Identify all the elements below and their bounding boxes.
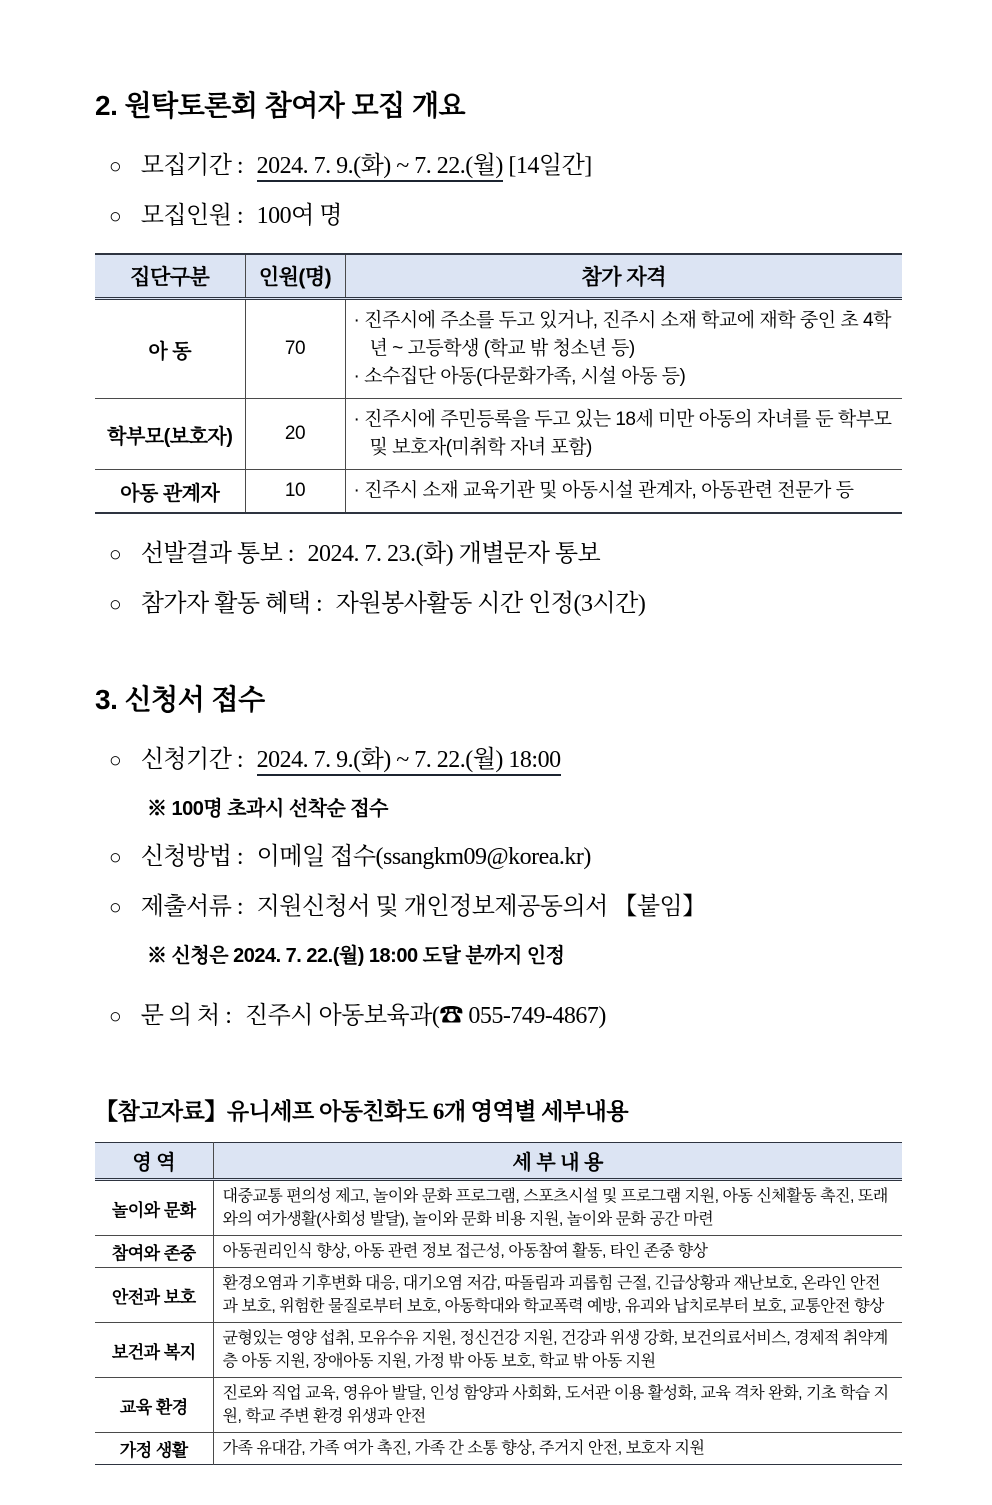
headcount-label: 모집인원 : [140, 203, 244, 229]
group-count: 70 [245, 299, 345, 399]
area-detail: 대중교통 편의성 제고, 놀이와 문화 프로그램, 스포츠시설 및 프로그램 지원, 아동 신체활동 촉진, 또래와의 여가생활(사회성 발달), 놀이와 문화 비용 지원, 놀이와 문화 공간 마련 [213, 1180, 902, 1236]
documents-value: 지원신청서 및 개인정보제공동의서 【붙임】 [256, 894, 706, 920]
apply-method-label: 신청방법 : [140, 844, 244, 870]
apply-note-first-come: ※ 100명 초과시 선착순 접수 [147, 798, 388, 820]
benefit-line [109, 588, 902, 621]
table-row [95, 1236, 902, 1268]
table-row [95, 299, 902, 399]
contact-value: 진주시 아동보육과( [244, 1003, 440, 1029]
reference-table [95, 1142, 902, 1465]
qualification-item: · 진주시에 주소를 두고 있거나, 진주시 소재 학교에 재학 중인 초 4학년 ~ 고등학생 (학교 밖 청소년 등) [354, 307, 895, 363]
area-detail: 환경오염과 기후변화 대응, 대기오염 저감, 따돌림과 괴롭힘 근절, 긴급상황과 재난보호, 온라인 안전과 보호, 위험한 물질로부터 보호, 아동학대와 학교폭력 예방, 유괴와 납치로부터 보호, 교통안전 향상 [213, 1268, 902, 1323]
circle-bullet: ○ [109, 204, 122, 228]
circle-bullet: ○ [109, 895, 122, 919]
group-count: 20 [245, 399, 345, 470]
apply-method-value: 이메일 접수(ssangkm09@korea.kr) [256, 844, 591, 870]
area-name: 가정 생활 [119, 1441, 188, 1460]
area-name: 참여와 존중 [95, 1236, 213, 1268]
qualification-item: · 진주시 소재 교육기관 및 아동시설 관계자, 아동관련 전문가 등 [354, 477, 895, 505]
group-qualifications [345, 299, 902, 399]
documents-label: 제출서류 : [140, 894, 244, 920]
contact-phone-number: 055-749-4867) [462, 1003, 606, 1029]
reference-col-detail: 세 부 내 용 [213, 1143, 902, 1180]
qualification-item: · 소수집단 아동(다문화가족, 시설 아동 등) [354, 363, 895, 391]
area-detail: 가족 유대감, 가족 여가 촉진, 가족 간 소통 향상, 주거지 안전, 보호자 지원 [213, 1433, 902, 1465]
apply-period-line [109, 744, 902, 777]
section3-title: 3. 신청서 접수 [95, 684, 265, 715]
circle-bullet: ○ [109, 592, 122, 616]
recruit-period-label: 모집기간 : [140, 153, 244, 179]
benefit-label: 참가자 활동 혜택 : [140, 591, 323, 617]
apply-method-line [109, 841, 902, 874]
phone-icon: ☎ [439, 1003, 463, 1029]
result-notice-value: 2024. 7. 23.(화) 개별문자 통보 [307, 541, 601, 567]
circle-bullet: ○ [109, 154, 122, 178]
apply-period-label: 신청기간 : [140, 747, 244, 773]
table-row [95, 399, 902, 470]
result-notice-line [109, 538, 902, 571]
reference-title: 【참고자료】유니세프 아동친화도 6개 영역별 세부내용 [95, 1099, 629, 1124]
apply-note-deadline: ※ 신청은 2024. 7. 22.(월) 18:00 도달 분까지 인정 [147, 945, 565, 967]
recruit-table-header-row [95, 254, 902, 299]
circle-bullet: ○ [109, 1004, 122, 1028]
area-detail: 균형있는 영양 섭취, 모유수유 지원, 정신건강 지원, 건강과 위생 강화, 보건의료서비스, 경제적 취약계층 아동 지원, 장애아동 지원, 가정 밖 아동 보호, 학교 밖 아동 지원 [213, 1323, 902, 1378]
table-row [95, 470, 902, 514]
result-notice-label: 선발결과 통보 : [140, 541, 294, 567]
recruit-period-duration: [14일간] [508, 153, 592, 179]
circle-bullet: ○ [109, 845, 122, 869]
group-count: 10 [245, 470, 345, 514]
section2-title: 2. 원탁토론회 참여자 모집 개요 [95, 90, 466, 121]
benefit-value: 자원봉사활동 시간 인정(3시간) [335, 591, 646, 617]
recruit-col-qualification: 참가 자격 [345, 254, 902, 299]
group-name: 아 동 [95, 299, 245, 399]
group-qualifications [345, 399, 902, 470]
recruit-table [95, 253, 902, 514]
reference-table-header-row [95, 1143, 902, 1180]
reference-col-area: 영 역 [95, 1143, 213, 1180]
table-row [95, 1180, 902, 1236]
group-name: 학부모(보호자) [95, 399, 245, 470]
table-row [95, 1378, 902, 1433]
table-row [95, 1433, 902, 1465]
area-detail: 아동권리인식 향상, 아동 관련 정보 접근성, 아동참여 활동, 타인 존중 향상 [213, 1236, 902, 1268]
recruit-period-dates: 2024. 7. 9.(화) ~ 7. 22.(월) [257, 153, 503, 182]
area-name: 놀이와 문화 [95, 1180, 213, 1236]
area-name: 교육 환경 [95, 1378, 213, 1433]
qualification-item: · 진주시에 주민등록을 두고 있는 18세 미만 아동의 자녀를 둔 학부모 및 보호자(미취학 자녀 포함) [354, 406, 895, 462]
group-qualifications [345, 470, 902, 514]
table-row [95, 1268, 902, 1323]
documents-line [109, 891, 902, 924]
area-detail: 진로와 직업 교육, 영유아 발달, 인성 함양과 사회화, 도서관 이용 활성화, 교육 격차 완화, 기초 학습 지원, 학교 주변 환경 위생과 안전 [213, 1378, 902, 1433]
headcount-line [109, 200, 902, 233]
apply-period-dates: 2024. 7. 9.(화) ~ 7. 22.(월) 18:00 [257, 747, 561, 776]
circle-bullet: ○ [109, 748, 122, 772]
table-row [95, 1323, 902, 1378]
recruit-col-count: 인원(명) [245, 254, 345, 299]
contact-line [109, 1000, 902, 1033]
recruit-period-line [109, 150, 902, 183]
area-name: 보건과 복지 [95, 1323, 213, 1378]
recruit-col-group: 집단구분 [95, 254, 245, 299]
headcount-value: 100여 명 [256, 203, 342, 229]
group-name: 아동 관계자 [120, 482, 220, 505]
circle-bullet: ○ [109, 542, 122, 566]
area-name: 안전과 보호 [95, 1268, 213, 1323]
contact-label: 문 의 처 : [140, 1003, 232, 1029]
